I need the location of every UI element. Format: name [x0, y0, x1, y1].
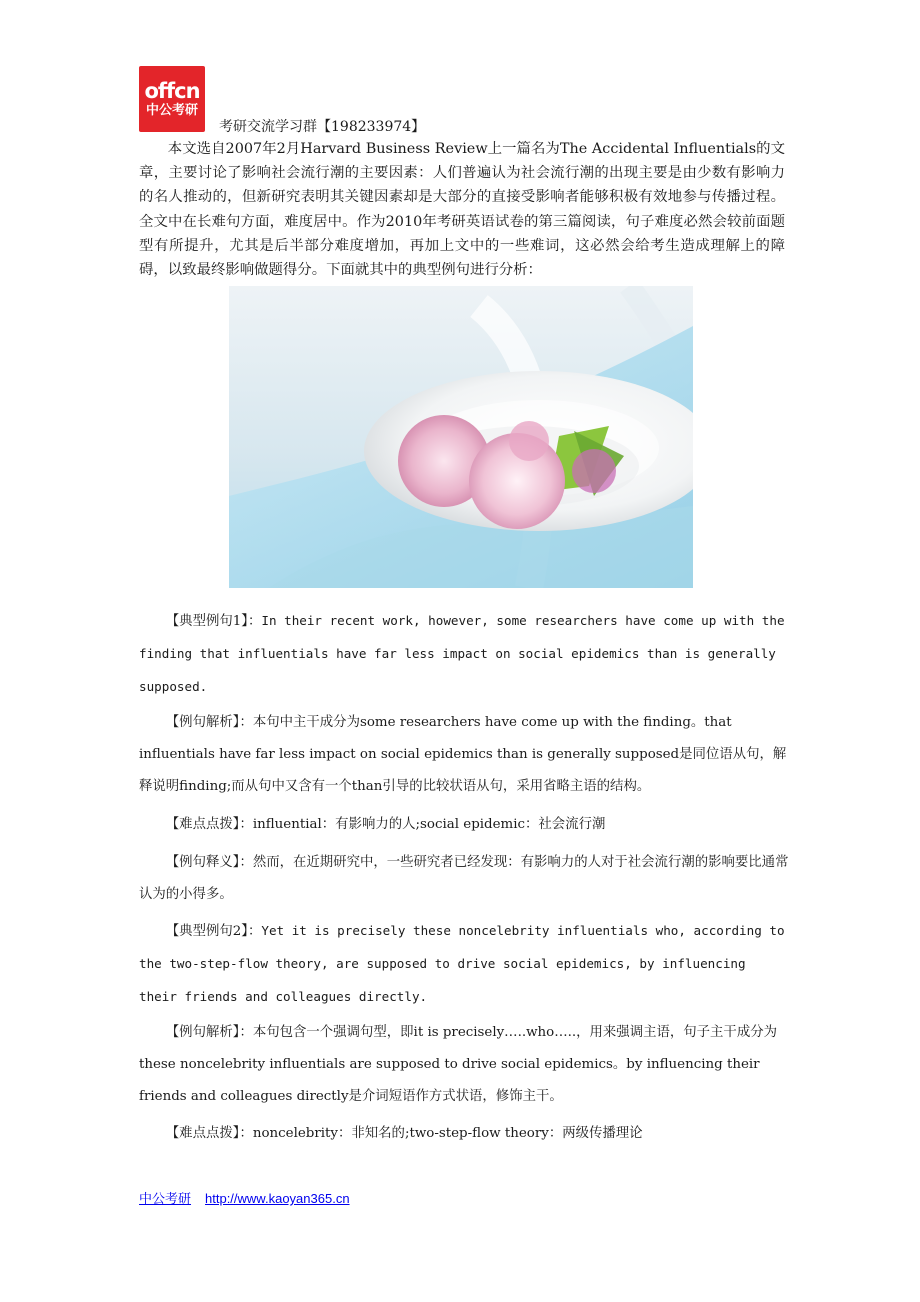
example-1-label: 【典型例句1】： — [165, 614, 262, 629]
footer-url-link[interactable]: http://www.kaoyan365.cn — [205, 1191, 350, 1206]
translation-1-text: 然而，在近期研究中，一些研究者已经发现：有影响力的人对于社会流行潮的影响要比通常认为的小得多。 — [139, 855, 789, 902]
translation-1-paragraph — [139, 847, 791, 911]
logo-sub-text: 中公考研 — [145, 103, 198, 118]
difficulty-1-text: influential：有影响力的人;social epidemic：社会流行潮 — [252, 817, 606, 832]
example-2-paragraph — [139, 915, 791, 1014]
analysis-1-paragraph — [139, 707, 791, 803]
example-2-label: 【典型例句2】： — [165, 924, 262, 939]
intro-paragraph: 本文选自2007年2月Harvard Business Review上一篇名为The Accidental Influentials的文章，主要讨论了影响社会流行潮的主要因素：人们普遍认为社会流行潮的出现主要是由少数有影响力的名人推动的，但新研究表明其关键因素却是大部分的直接受影响者能够积极有效地参与传播过程。全文中在长难句方面，难度居中。作为2010年考研英语试卷的第三篇阅读，句子难度必然会较前面题型有所提升，尤其是后半部分难度增加，再加上文中的一些难词，这必然会给考生造成理解上的障碍，以致最终影响做题得分。下面就其中的典型例句进行分析： — [139, 141, 785, 279]
difficulty-2-label: 【难点点拨】： — [165, 1126, 253, 1141]
example-1-text: In their recent work, however, some researchers have come up with the finding that influentials have far less impact on social epidemics than is generally supposed. — [139, 613, 785, 694]
example-2-text: Yet it is precisely these noncelebrity influentials who, according to the two-step-flow theory, are supposed to drive social epidemics, by influencing their friends and colleagues directly. — [139, 923, 785, 1004]
page-footer — [139, 1190, 350, 1208]
difficulty-1-paragraph — [139, 809, 791, 841]
analysis-2-text: 本句包含一个强调句型，即it is precisely…..who…..，用来强调主语，句子主干成分为these noncelebrity influentials are supposed to drive social epidemics。by influencing their friends and colleagues directly是介词短语作方式状语，修饰主干。 — [139, 1025, 777, 1104]
study-group-line: 考研交流学习群【198233974】 — [219, 119, 426, 135]
difficulty-2-text: noncelebrity：非知名的;two-step-flow theory：两级传播理论 — [252, 1126, 643, 1141]
difficulty-1-label: 【难点点拨】： — [165, 817, 253, 832]
footer-brand-link[interactable]: 中公考研 — [139, 1191, 192, 1206]
difficulty-2-paragraph — [139, 1118, 791, 1150]
logo-brand-text: offcn — [144, 79, 200, 103]
translation-1-label: 【例句释义】： — [165, 855, 253, 870]
analysis-1-text: 本句中主干成分为some researchers have come up with the finding。that influentials have far less impact on social epidemics than is generally supposed是同位语从句，解释说明finding;而从句中又含有一个than引导的比较状语从句，采用省略主语的结构。 — [139, 715, 787, 794]
offcn-logo — [139, 66, 205, 132]
flower-plate-photo — [229, 286, 693, 588]
analysis-2-paragraph — [139, 1017, 791, 1113]
analysis-2-label: 【例句解析】： — [165, 1025, 253, 1040]
example-1-paragraph — [139, 605, 791, 704]
analysis-1-label: 【例句解析】： — [165, 715, 253, 730]
